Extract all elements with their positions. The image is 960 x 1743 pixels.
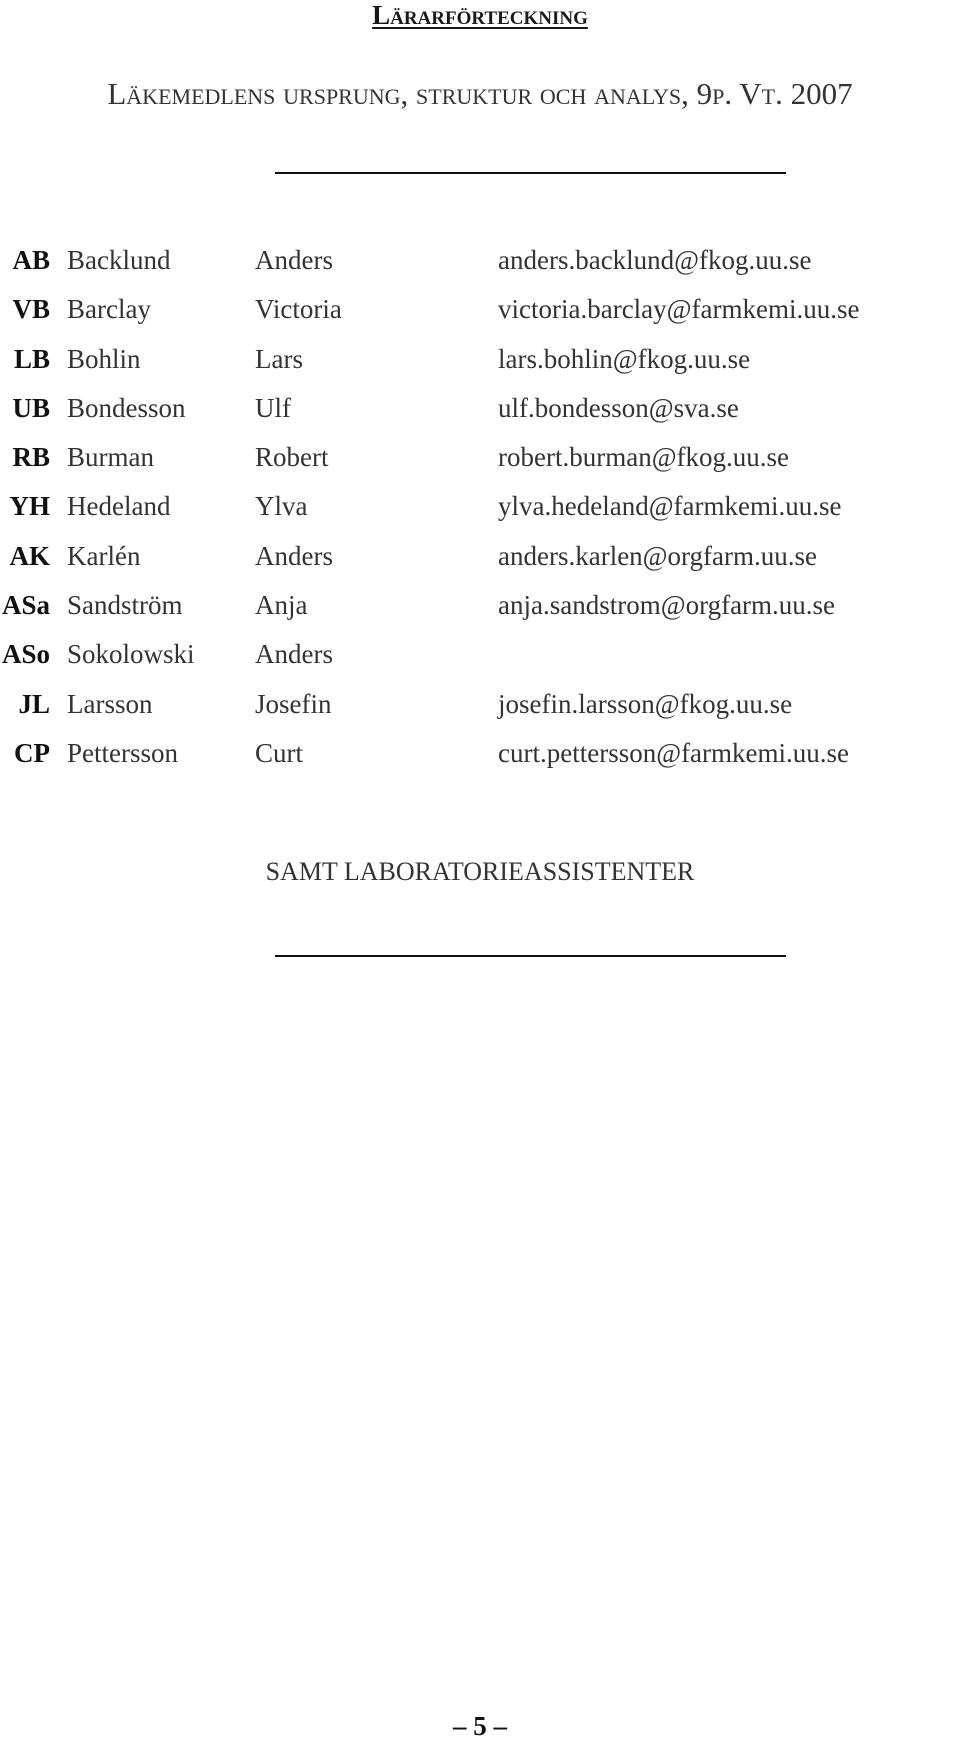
staff-email[interactable]: anders.backlund@fkog.uu.se xyxy=(498,245,812,275)
staff-surname: Burman xyxy=(67,442,154,473)
staff-firstname: Josefin xyxy=(255,688,332,719)
staff-code: ASa xyxy=(1,590,50,621)
staff-list xyxy=(0,240,960,782)
staff-firstname: Ylva xyxy=(255,491,308,522)
staff-surname: Backlund xyxy=(67,245,171,275)
staff-firstname: Anders xyxy=(255,245,333,275)
staff-row xyxy=(0,684,960,733)
staff-code: CP xyxy=(14,737,50,768)
staff-code: LB xyxy=(13,343,50,374)
staff-code: AB xyxy=(12,245,50,275)
page-number: – 5 – xyxy=(453,1711,507,1741)
staff-email[interactable]: ylva.hedeland@farmkemi.uu.se xyxy=(498,491,842,522)
staff-row xyxy=(0,240,960,289)
staff-row xyxy=(0,585,960,634)
staff-row xyxy=(0,536,960,585)
staff-code: AK xyxy=(9,540,50,571)
staff-firstname: Robert xyxy=(255,442,329,473)
staff-code: VB xyxy=(12,294,50,325)
staff-email[interactable]: anja.sandstrom@orgfarm.uu.se xyxy=(498,590,836,621)
staff-surname: Bohlin xyxy=(67,343,141,374)
staff-code: ASo xyxy=(1,639,50,670)
staff-surname: Pettersson xyxy=(67,737,178,768)
staff-email[interactable]: victoria.barclay@farmkemi.uu.se xyxy=(498,294,860,325)
staff-firstname: Lars xyxy=(255,343,303,374)
staff-row xyxy=(0,388,960,437)
staff-row xyxy=(0,733,960,782)
staff-email[interactable]: robert.burman@fkog.uu.se xyxy=(498,442,790,473)
staff-email[interactable]: lars.bohlin@fkog.uu.se xyxy=(498,343,751,374)
staff-email[interactable]: ulf.bondesson@sva.se xyxy=(498,392,739,423)
staff-firstname: Curt xyxy=(255,737,304,768)
divider-top xyxy=(275,172,786,174)
lab-assistants-heading: SAMT LABORATORIEASSISTENTER xyxy=(265,857,695,886)
staff-email[interactable]: curt.pettersson@farmkemi.uu.se xyxy=(498,737,850,768)
staff-row xyxy=(0,486,960,535)
staff-firstname: Ulf xyxy=(255,392,291,423)
course-title: Läkemedlens ursprung, struktur och analys, 9p. Vt. 2007 xyxy=(107,76,853,111)
staff-code: JL xyxy=(18,688,50,719)
staff-surname: Sandström xyxy=(67,590,183,621)
staff-surname: Bondesson xyxy=(67,392,186,423)
staff-firstname: Anja xyxy=(255,590,308,621)
staff-code: UB xyxy=(12,392,50,423)
staff-row xyxy=(0,634,960,683)
staff-surname: Barclay xyxy=(67,294,151,325)
staff-code: RB xyxy=(12,442,50,473)
staff-surname: Karlén xyxy=(67,540,141,571)
staff-firstname: Anders xyxy=(255,540,333,571)
staff-row xyxy=(0,339,960,388)
page-title: Lärarförteckning xyxy=(372,0,588,30)
staff-code: YH xyxy=(9,491,50,522)
staff-firstname: Victoria xyxy=(255,294,342,325)
staff-row xyxy=(0,289,960,338)
staff-email[interactable]: anders.karlen@orgfarm.uu.se xyxy=(498,540,818,571)
staff-email[interactable]: josefin.larsson@fkog.uu.se xyxy=(498,688,793,719)
divider-bottom xyxy=(275,955,786,957)
staff-surname: Sokolowski xyxy=(67,639,195,670)
staff-row xyxy=(0,437,960,486)
staff-firstname: Anders xyxy=(255,639,333,670)
staff-surname: Larsson xyxy=(67,688,153,719)
staff-surname: Hedeland xyxy=(67,491,171,522)
